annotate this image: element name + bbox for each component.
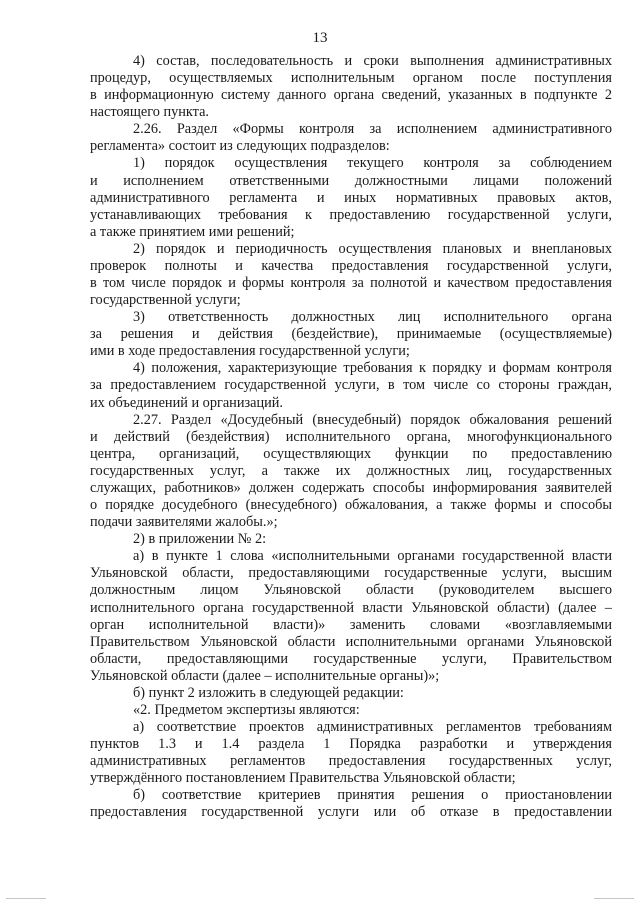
page-number: 13	[312, 30, 328, 46]
text-line: 4) положения, характеризующие требования к порядку и формам контроля	[133, 360, 612, 377]
text-line: подачи заявителями жалобы.»;	[90, 514, 278, 531]
text-line: центра, организаций, осуществляющих функции по предоставлению	[90, 445, 612, 462]
text-line: о порядке досудебного (внесудебного) обжалования, а также формы и способы	[90, 497, 612, 514]
text-line: государственной услуги;	[90, 292, 241, 309]
text-line: и действий (бездействия) исполнительного органа, многофункционального	[90, 428, 612, 445]
text-line: в том числе порядок и формы контроля за полнотой и качеством предоставления	[90, 275, 612, 292]
text-line: а) соответствие проектов административных регламентов требованиям	[133, 719, 612, 736]
text-line: регламента» состоит из следующих подразделов:	[90, 138, 390, 155]
text-line: 2) в приложении № 2:	[133, 531, 267, 548]
text-line: 4) состав, последовательность и сроки выполнения административных	[133, 53, 612, 69]
text-line: и исполнением ответственными должностными лицами положений	[90, 172, 612, 189]
text-line: 2.27. Раздел «Досудебный (внесудебный) порядок обжалования решений	[133, 411, 612, 428]
text-line: ими в ходе предоставления государственной услуги;	[90, 343, 410, 360]
text-line: пунктов 1.3 и 1.4 раздела 1 Порядка разработки и утверждения	[90, 736, 612, 753]
text-line: б) пункт 2 изложить в следующей редакции:	[133, 684, 404, 701]
text-line: процедур, осуществляемых исполнительным органом после поступления	[90, 70, 612, 87]
text-line: служащих, работников» должен содержать способы информирования заявителей	[90, 479, 612, 496]
text-line: исполнительного органа государственной власти Ульяновской области) (далее –	[90, 599, 612, 616]
text-line: 1) порядок осуществления текущего контроля за соблюдением	[133, 155, 612, 172]
text-line: предоставления государственной услуги или об отказе в предоставлении	[90, 804, 612, 821]
text-line: административного регламента и иных нормативных правовых актов,	[90, 189, 612, 206]
text-line: утверждённого постановлением Правительства Ульяновской области;	[90, 770, 516, 787]
text-line: 2.26. Раздел «Формы контроля за исполнением административного	[133, 121, 612, 138]
text-line: должностным лицом Ульяновской области (руководителем высшего	[90, 582, 612, 599]
text-line: проверок полноты и качества предоставления государственной услуги,	[90, 257, 612, 274]
text-line: административных регламентов предоставления государственных услуг,	[90, 753, 612, 770]
text-line: Ульяновской области, предоставляющими государственные услуги, высшим	[90, 565, 612, 582]
text-line: орган исполнительной власти)» заменить словами «возглавляемыми	[90, 616, 612, 633]
text-line: Правительством Ульяновской области исполнительными органами Ульяновской	[90, 633, 612, 650]
scan-edge-right	[594, 898, 634, 899]
text-line: настоящего пункта.	[90, 104, 209, 121]
text-line: за предоставлением государственной услуги, в том числе со стороны граждан,	[90, 377, 612, 394]
text-line: а также принятием ими решений;	[90, 223, 295, 240]
text-line: Ульяновской области (далее – исполнительные органы)»;	[90, 667, 440, 684]
text-line: их объединений и организаций.	[90, 394, 283, 411]
text-line: «2. Предметом экспертизы являются:	[133, 701, 360, 718]
text-line: а) в пункте 1 слова «исполнительными органами государственной власти	[133, 548, 612, 565]
text-line: государственных услуг, а также их должностных лиц, государственных	[90, 462, 612, 479]
text-line: 3) ответственность должностных лиц исполнительного органа	[133, 309, 612, 326]
document-body-text	[90, 53, 612, 822]
text-line: б) соответствие критериев принятия решения о приостановлении	[133, 787, 612, 804]
text-line: области, предоставляющими государственные услуги, Правительством	[90, 650, 612, 667]
text-line: за решения и действия (бездействие), принимаемые (осуществляемые)	[90, 326, 612, 343]
text-line: 2) порядок и периодичность осуществления плановых и внеплановых	[133, 240, 612, 257]
text-line: устанавливающих требования к предоставлению государственной услуги,	[90, 206, 612, 223]
scan-edge-left	[6, 898, 46, 899]
text-line: в информационную систему данного органа сведений, указанных в подпункте 2	[90, 87, 612, 104]
